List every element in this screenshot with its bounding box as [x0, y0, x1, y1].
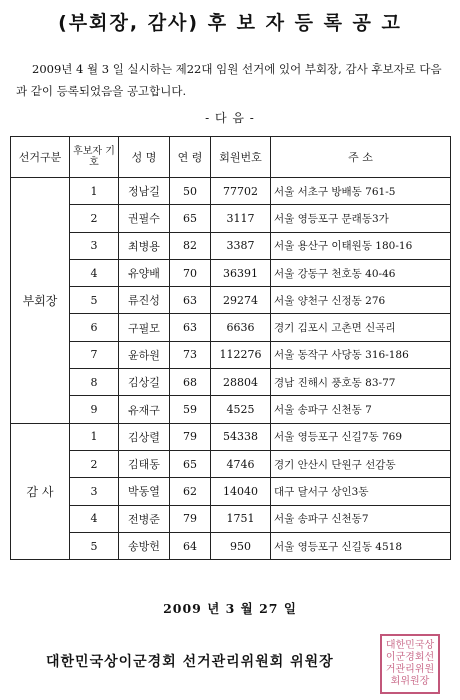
candidate-no-cell: 3	[70, 232, 119, 259]
candidate-no-cell: 2	[70, 205, 119, 232]
candidate-no-cell: 8	[70, 369, 119, 396]
name-cell: 권필수	[119, 205, 170, 232]
notice-subheading: - 다 음 -	[205, 111, 255, 125]
candidate-no-cell: 2	[70, 450, 119, 477]
member-no-cell: 112276	[211, 341, 271, 368]
address-cell: 서울 송파구 신천동 7	[271, 396, 451, 423]
candidate-no-cell: 4	[70, 259, 119, 286]
age-cell: 63	[170, 314, 211, 341]
address-cell: 서울 송파구 신천동7	[271, 505, 451, 532]
group-label: 감 사	[11, 423, 70, 559]
age-cell: 62	[170, 478, 211, 505]
table-row	[11, 450, 451, 477]
address-cell: 서울 양천구 신정동 276	[271, 287, 451, 314]
header-candidate-no: 후보자 기 호	[70, 137, 119, 178]
member-no-cell: 14040	[211, 478, 271, 505]
address-cell: 서울 서초구 방배동 761-5	[271, 178, 451, 205]
address-cell: 경기 김포시 고촌면 신곡리	[271, 314, 451, 341]
name-cell: 전병준	[119, 505, 170, 532]
table-row	[11, 341, 451, 368]
candidate-no-cell: 9	[70, 396, 119, 423]
address-cell: 경남 진해시 풍호동 83-77	[271, 369, 451, 396]
header-name: 성 명	[119, 137, 170, 178]
table-row	[11, 314, 451, 341]
age-cell: 50	[170, 178, 211, 205]
table-row	[11, 232, 451, 259]
name-cell: 김상렬	[119, 423, 170, 450]
name-cell: 류진성	[119, 287, 170, 314]
address-cell: 서울 영등포구 문래동3가	[271, 205, 451, 232]
header-division: 선거구분	[11, 137, 70, 178]
table-row	[11, 205, 451, 232]
member-no-cell: 3117	[211, 205, 271, 232]
table-row	[11, 478, 451, 505]
age-cell: 73	[170, 341, 211, 368]
name-cell: 구필모	[119, 314, 170, 341]
member-no-cell: 1751	[211, 505, 271, 532]
member-no-cell: 77702	[211, 178, 271, 205]
member-no-cell: 950	[211, 532, 271, 559]
member-no-cell: 36391	[211, 259, 271, 286]
name-cell: 최병용	[119, 232, 170, 259]
candidate-no-cell: 6	[70, 314, 119, 341]
candidate-no-cell: 1	[70, 178, 119, 205]
name-cell: 유양배	[119, 259, 170, 286]
member-no-cell: 54338	[211, 423, 271, 450]
table-row	[11, 259, 451, 286]
member-no-cell: 28804	[211, 369, 271, 396]
address-cell: 경기 안산시 단원구 선감동	[271, 450, 451, 477]
candidate-no-cell: 5	[70, 532, 119, 559]
issuer-name: 대한민국상이군경회 선거관리위원회 위원장	[46, 654, 334, 670]
candidate-no-cell: 5	[70, 287, 119, 314]
official-seal: 대한민국상이군경회선거관리위원회위원장	[380, 634, 440, 694]
table-header-row	[11, 137, 451, 178]
age-cell: 63	[170, 287, 211, 314]
age-cell: 79	[170, 505, 211, 532]
table-row	[11, 369, 451, 396]
address-cell: 서울 동작구 사당동 316-186	[271, 341, 451, 368]
name-cell: 김상길	[119, 369, 170, 396]
address-cell: 서울 용산구 이태원동 180-16	[271, 232, 451, 259]
table-row	[11, 423, 451, 450]
address-cell: 대구 달서구 상인3동	[271, 478, 451, 505]
header-address: 주 소	[271, 137, 451, 178]
notice-title: (부회장, 감사) 후 보 자 등 록 공 고	[58, 12, 402, 34]
table-row	[11, 396, 451, 423]
address-cell: 서울 영등포구 신길7동 769	[271, 423, 451, 450]
name-cell: 유재구	[119, 396, 170, 423]
age-cell: 59	[170, 396, 211, 423]
notice-date: 2009 년 3 월 27 일	[163, 601, 297, 616]
member-no-cell: 3387	[211, 232, 271, 259]
member-no-cell: 4525	[211, 396, 271, 423]
candidate-table	[10, 136, 451, 560]
name-cell: 송방헌	[119, 532, 170, 559]
candidate-no-cell: 3	[70, 478, 119, 505]
header-age: 연 령	[170, 137, 211, 178]
age-cell: 70	[170, 259, 211, 286]
table-row	[11, 178, 451, 205]
candidate-no-cell: 1	[70, 423, 119, 450]
age-cell: 64	[170, 532, 211, 559]
age-cell: 79	[170, 423, 211, 450]
member-no-cell: 6636	[211, 314, 271, 341]
address-cell: 서울 영등포구 신길동 4518	[271, 532, 451, 559]
age-cell: 82	[170, 232, 211, 259]
member-no-cell: 29274	[211, 287, 271, 314]
table-row	[11, 532, 451, 559]
age-cell: 65	[170, 450, 211, 477]
name-cell: 정남길	[119, 178, 170, 205]
group-label: 부회장	[11, 178, 70, 424]
member-no-cell: 4746	[211, 450, 271, 477]
notice-intro: 2009년 4 월 3 일 실시하는 제22대 임원 선거에 있어 부회장, 감사 후보자로 다음과 같이 등록되었음을 공고합니다.	[16, 62, 442, 98]
age-cell: 65	[170, 205, 211, 232]
name-cell: 박동열	[119, 478, 170, 505]
age-cell: 68	[170, 369, 211, 396]
candidate-no-cell: 4	[70, 505, 119, 532]
table-row	[11, 505, 451, 532]
candidate-no-cell: 7	[70, 341, 119, 368]
name-cell: 윤하원	[119, 341, 170, 368]
header-member-no: 회원번호	[211, 137, 271, 178]
table-row	[11, 287, 451, 314]
address-cell: 서울 강동구 천호동 40-46	[271, 259, 451, 286]
name-cell: 김태동	[119, 450, 170, 477]
